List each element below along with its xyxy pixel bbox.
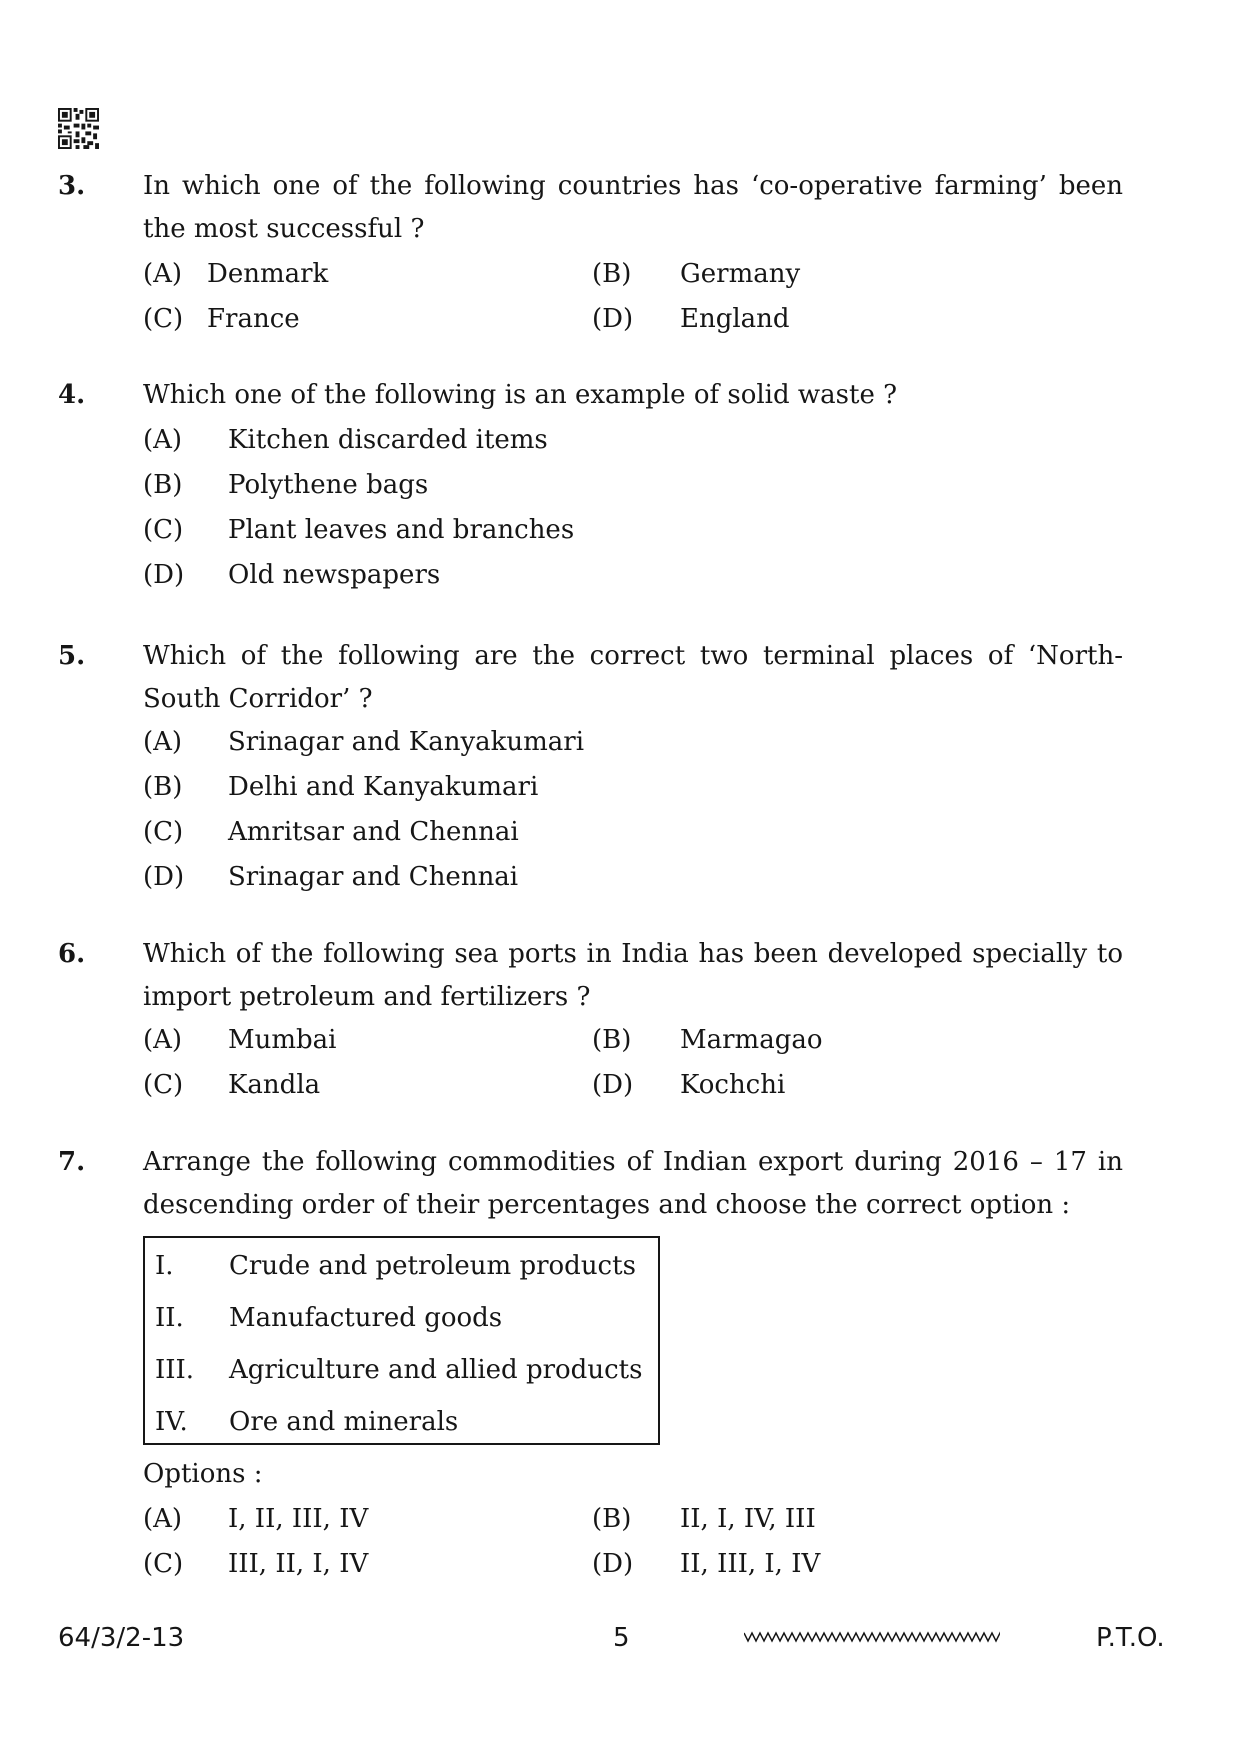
option-text: Delhi and Kanyakumari (228, 772, 539, 802)
option-text: I, II, III, IV (228, 1504, 369, 1534)
option-text: France (207, 304, 300, 334)
question-text: In which one of the following countries has ‘co-operative farming’ been the most successful ? (143, 171, 1123, 244)
list-item-text: Ore and minerals (229, 1407, 459, 1437)
question-number: 4. (58, 380, 86, 410)
option-label: (B) (592, 1504, 632, 1534)
list-item-text: Manufactured goods (229, 1303, 503, 1333)
option-label: (C) (143, 515, 184, 545)
option-text: Denmark (207, 259, 329, 289)
option-label: (A) (143, 1025, 183, 1055)
commodity-list-box (143, 1236, 660, 1445)
options-heading: Options : (143, 1459, 263, 1489)
option-text: Marmagao (680, 1025, 823, 1055)
option-label: (C) (143, 817, 184, 847)
option-text: Kitchen discarded items (228, 425, 548, 455)
option-label: (C) (143, 1070, 184, 1100)
option-text: Kandla (228, 1070, 321, 1100)
option-text: Plant leaves and branches (228, 515, 575, 545)
option-label: (B) (592, 259, 632, 289)
option-text: Kochchi (680, 1070, 786, 1100)
option-text: II, I, IV, III (680, 1504, 816, 1534)
option-label: (A) (143, 259, 183, 289)
option-label: (A) (143, 727, 183, 757)
list-item-text: Agriculture and allied products (229, 1355, 643, 1385)
option-text: England (680, 304, 790, 334)
qr-code-icon (58, 108, 99, 149)
list-item-numeral: II. (155, 1303, 184, 1333)
option-label: (B) (143, 772, 183, 802)
option-label: (B) (143, 470, 183, 500)
option-label: (D) (143, 560, 185, 590)
option-text: III, II, I, IV (228, 1549, 369, 1579)
option-text: Germany (680, 259, 801, 289)
option-label: (D) (592, 1549, 634, 1579)
option-label: (A) (143, 425, 183, 455)
option-text: Srinagar and Chennai (228, 862, 519, 892)
question-text: Arrange the following commodities of Indian export during 2016 – 17 in descending order of their percentages and choose the correct option : (143, 1147, 1123, 1220)
question-text: Which of the following are the correct two terminal places of ‘North-South Corridor’ ? (143, 641, 1123, 714)
list-item-numeral: III. (155, 1355, 195, 1385)
question-number: 5. (58, 641, 86, 671)
question-text: Which of the following sea ports in India has been developed specially to import petroleum and fertilizers ? (143, 939, 1123, 1012)
option-label: (D) (592, 1070, 634, 1100)
question-number: 7. (58, 1147, 86, 1177)
option-text: Mumbai (228, 1025, 337, 1055)
option-label: (C) (143, 1549, 184, 1579)
question-text: Which one of the following is an example of solid waste ? (143, 380, 898, 410)
option-label: (A) (143, 1504, 183, 1534)
option-label: (D) (143, 862, 185, 892)
option-label: (C) (143, 304, 184, 334)
option-text: Old newspapers (228, 560, 441, 590)
question-number: 3. (58, 171, 86, 201)
option-text: Polythene bags (228, 470, 429, 500)
page-number: 5 (613, 1623, 630, 1653)
option-label: (B) (592, 1025, 632, 1055)
option-text: II, III, I, IV (680, 1549, 821, 1579)
list-item-numeral: I. (155, 1251, 174, 1281)
option-text: Amritsar and Chennai (228, 817, 519, 847)
option-text: Srinagar and Kanyakumari (228, 727, 585, 757)
list-item-text: Crude and petroleum products (229, 1251, 636, 1281)
paper-code: 64/3/2-13 (58, 1623, 185, 1653)
list-item-numeral: IV. (155, 1407, 188, 1437)
wavy-line-icon (744, 1629, 1000, 1645)
option-label: (D) (592, 304, 634, 334)
please-turn-over: P.T.O. (1096, 1623, 1165, 1653)
question-number: 6. (58, 939, 86, 969)
